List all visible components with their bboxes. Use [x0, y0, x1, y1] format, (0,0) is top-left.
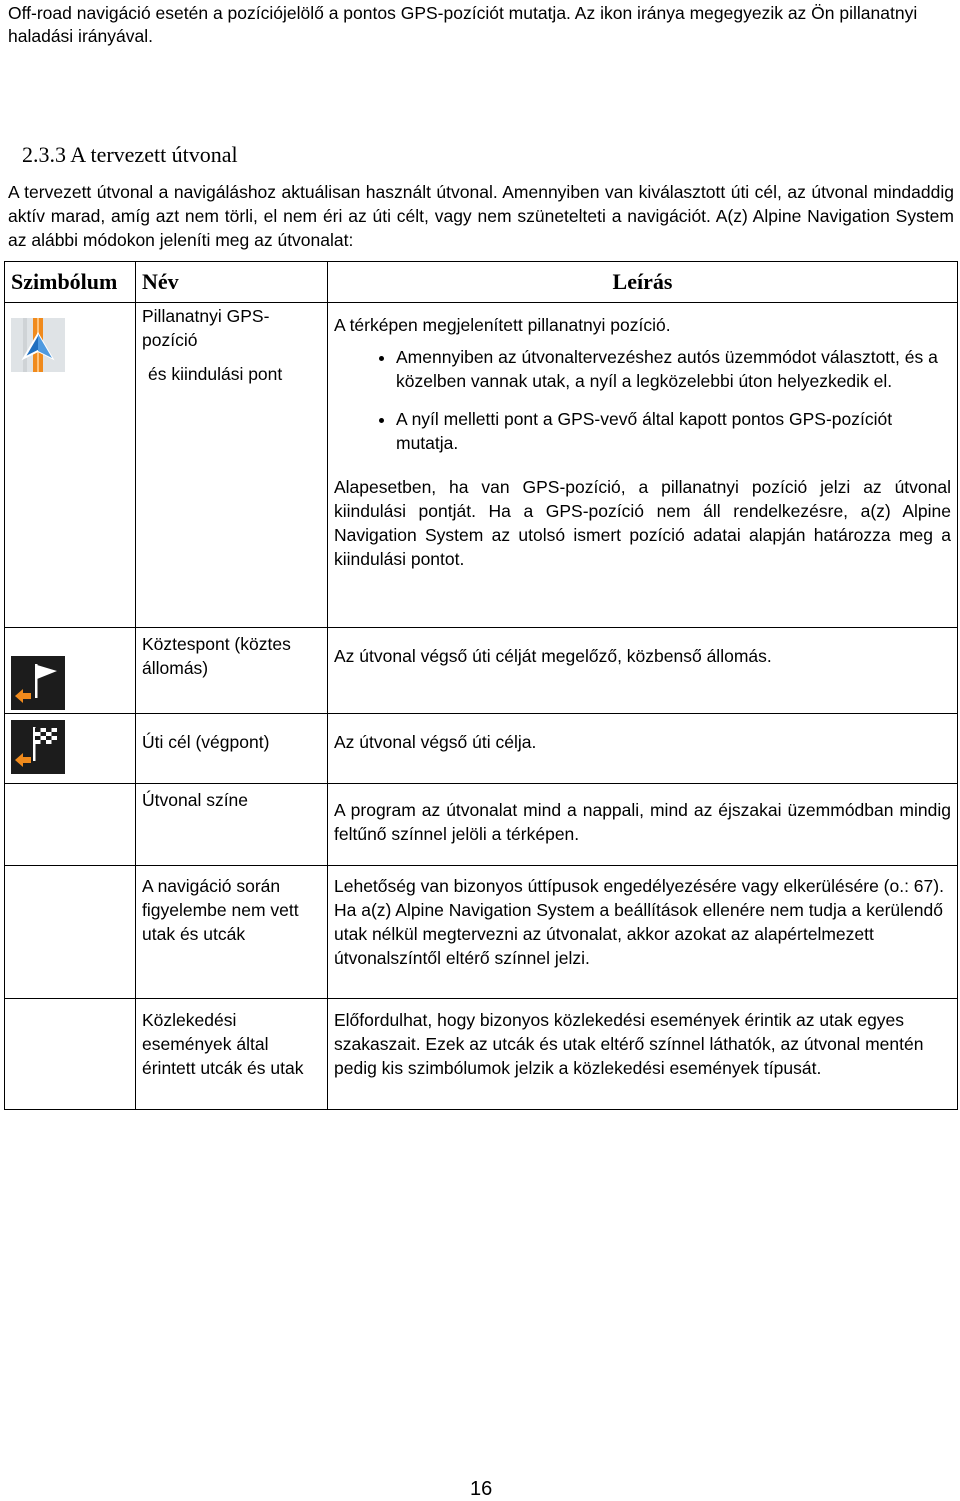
row-description: Lehetőség van bizonyos úttípusok engedélyezésére vagy elkerülésére (o.: 67). Ha a(z) Alpine Navigation System a beállítások ellenére nem tudja a kerülendő utak nélkül megtervezni az útvonalat, akkor azokat az alapértelmezett útvonalszíntől eltérő színnel jelzi. — [334, 876, 944, 968]
section-paragraph: A tervezett útvonal a navigáláshoz aktuálisan használt útvonal. Amennyiben van kiválasztott úti cél, az útvonal mindaddig aktív marad, amíg azt nem törli, el nem éri az úti célt, vagy nem szünetelteti a navigációt. A(z) Alpine Navigation System az alábbi módokon jeleníti meg az útvonalat: — [8, 182, 954, 250]
list-item: • A nyíl melletti pont a GPS-vevő által kapott pontos GPS-pozíciót mutatja. — [396, 407, 951, 455]
row-name: Pillanatnyi GPS-pozíció — [142, 306, 270, 350]
table-row — [5, 628, 958, 714]
table-row — [5, 866, 958, 999]
route-symbols-table — [4, 261, 958, 1110]
table-row — [5, 784, 958, 866]
row-name: A navigáció során figyelembe nem vett utak és utcák — [142, 876, 299, 944]
row-description: Az útvonal végső úti célja. — [334, 732, 537, 752]
row-description: A térképen megjelenített pillanatnyi pozíció. — [334, 315, 671, 335]
description-bullets — [334, 345, 951, 455]
section-heading: 2.3.3 A tervezett útvonal — [22, 142, 238, 167]
white-flag-icon — [11, 656, 65, 710]
header-name: Név — [136, 262, 328, 303]
row-name: Köztespont (köztes állomás) — [142, 634, 291, 678]
intro-text: Off-road navigáció esetén a pozíciójelölő a pontos GPS-pozíciót mutatja. Az ikon iránya megegyezik az Ön pillanatnyi haladási irányával. — [8, 3, 918, 46]
table-row — [5, 999, 958, 1110]
row-description: Előfordulhat, hogy bizonyos közlekedési események érintik az utak egyes szakaszait. Ezek az utcák és utak eltérő színnel láthatók, az útvonal mentén pedig kis szimbólumok jelzik a közlekedési események típusát. — [334, 1010, 924, 1078]
row-description-extra: Alapesetben, ha van GPS-pozíció, a pillanatnyi pozíció jelzi az útvonal kiindulási pontját. Ha a GPS-pozíció nem áll rendelkezésre, a(z) Alpine Navigation System az utolsó ismert pozíció adatai alapján határozza meg a kiindulási pontot. — [334, 477, 951, 569]
table-row — [5, 303, 958, 628]
page-number: 16 — [470, 1478, 493, 1500]
row-name-2: és kiindulási pont — [148, 364, 283, 384]
row-description: A program az útvonalat mind a nappali, mind az éjszakai üzemmódban mindig feltűnő színnel jelöli a térképen. — [334, 800, 951, 844]
row-description: Az útvonal végső úti célját megelőző, közbenső állomás. — [334, 646, 772, 666]
row-name: Közlekedési események által érintett utcák és utak — [142, 1010, 304, 1078]
table-header-row — [5, 262, 958, 303]
list-item: • Amennyiben az útvonaltervezéshez autós üzemmódot választott, és a közelben vannak utak, a nyíl a legközelebbi úton helyezkedik el. — [396, 345, 951, 393]
header-symbol: Szimbólum — [5, 262, 136, 303]
checkered-flag-icon — [11, 720, 65, 774]
header-description: Leírás — [328, 262, 958, 303]
table-row — [5, 714, 958, 784]
row-name: Úti cél (végpont) — [142, 732, 270, 752]
gps-position-arrow-icon — [11, 318, 65, 372]
row-name: Útvonal színe — [142, 790, 249, 810]
